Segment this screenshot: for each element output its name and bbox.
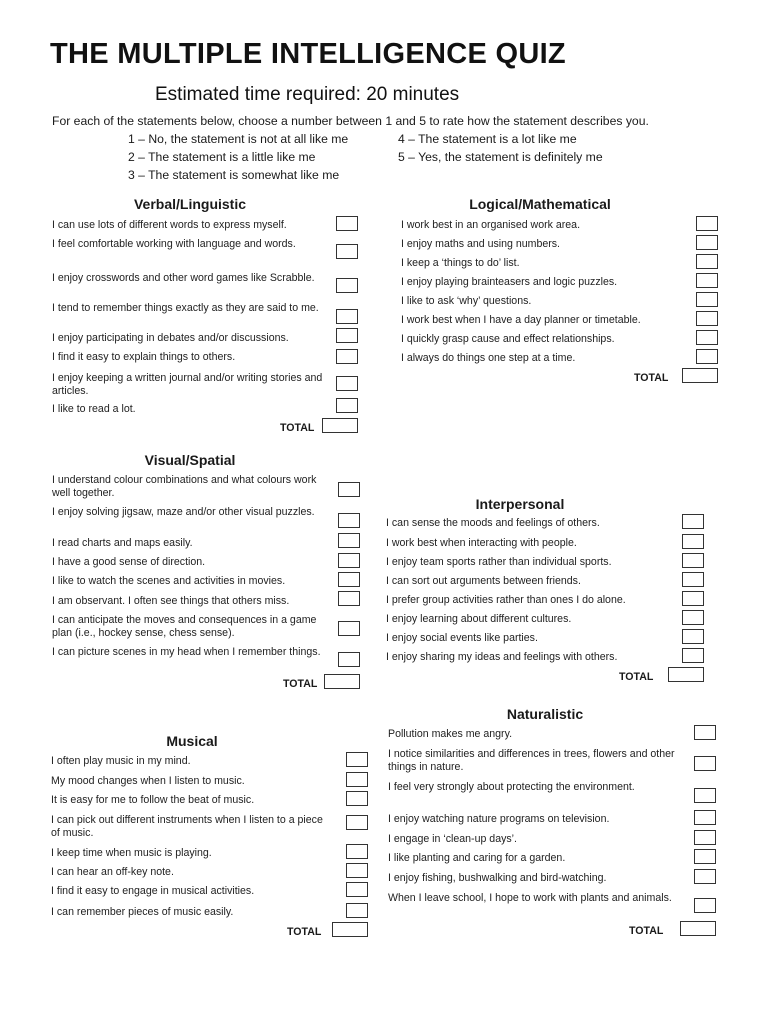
statement: I find it easy to engage in musical activities.	[51, 885, 255, 897]
statement: I always do things one step at a time.	[401, 352, 576, 364]
statement: I feel very strongly about protecting the environment.	[388, 781, 635, 793]
statement: I enjoy participating in debates and/or discussions.	[52, 332, 289, 344]
scale-item: 5 – Yes, the statement is definitely me	[398, 150, 603, 164]
statement: I enjoy watching nature programs on television.	[388, 813, 610, 825]
statement: My mood changes when I listen to music.	[51, 775, 245, 787]
rating-box[interactable]	[338, 553, 360, 568]
section-title: Verbal/Linguistic	[133, 196, 247, 212]
statement: I can remember pieces of music easily.	[51, 906, 234, 918]
section-title: Visual/Spatial	[144, 452, 236, 468]
statement: I find it easy to explain things to others.	[52, 351, 236, 363]
rating-box[interactable]	[346, 844, 368, 859]
rating-box[interactable]	[682, 648, 704, 663]
statement: I engage in ‘clean-up days’.	[388, 833, 517, 845]
rating-box[interactable]	[682, 553, 704, 568]
page-title: THE MULTIPLE INTELLIGENCE QUIZ	[50, 38, 566, 70]
scale-item: 4 – The statement is a lot like me	[398, 132, 577, 146]
rating-box[interactable]	[336, 376, 358, 391]
statement: I enjoy learning about different cultures.	[386, 613, 572, 625]
rating-box[interactable]	[336, 309, 358, 324]
statement: I work best in an organised work area.	[401, 219, 581, 231]
section-title: Naturalistic	[506, 706, 584, 722]
rating-box[interactable]	[336, 216, 358, 231]
rating-box[interactable]	[346, 815, 368, 830]
statement: I like to read a lot.	[52, 403, 136, 415]
total-box[interactable]	[322, 418, 358, 433]
rating-box[interactable]	[336, 244, 358, 259]
rating-box[interactable]	[694, 849, 716, 864]
section-title: Interpersonal	[475, 496, 565, 512]
scale-item: 2 – The statement is a little like me	[128, 150, 316, 164]
rating-box[interactable]	[346, 752, 368, 767]
total-box[interactable]	[332, 922, 368, 937]
rating-box[interactable]	[338, 482, 360, 497]
rating-box[interactable]	[338, 621, 360, 636]
total-label: TOTAL	[629, 925, 664, 937]
statement: I can hear an off-key note.	[51, 866, 174, 878]
statement: I like to ask ‘why’ questions.	[401, 295, 532, 307]
rating-box[interactable]	[696, 273, 718, 288]
rating-box[interactable]	[682, 610, 704, 625]
rating-box[interactable]	[338, 513, 360, 528]
rating-box[interactable]	[682, 572, 704, 587]
statement: I like planting and caring for a garden.	[388, 852, 566, 864]
rating-box[interactable]	[346, 863, 368, 878]
statement: I work best when I have a day planner or timetable.	[401, 314, 641, 326]
statement: I tend to remember things exactly as they are said to me.	[52, 302, 319, 314]
statement: I work best when interacting with people.	[386, 537, 577, 549]
page-subtitle: Estimated time required: 20 minutes	[155, 84, 460, 105]
instructions: For each of the statements below, choose a number between 1 and 5 to rate how the statement describes you.	[52, 114, 649, 128]
total-label: TOTAL	[619, 671, 654, 683]
rating-box[interactable]	[346, 903, 368, 918]
statement: I keep a ‘things to do’ list.	[401, 257, 520, 269]
statement: I notice similarities and differences in trees, flowers and other things in nature.	[388, 748, 675, 773]
rating-box[interactable]	[682, 534, 704, 549]
statement: I can sort out arguments between friends.	[386, 575, 581, 587]
rating-box[interactable]	[696, 349, 718, 364]
statement: I keep time when music is playing.	[51, 847, 212, 859]
statement: I enjoy sharing my ideas and feelings with others.	[386, 651, 618, 663]
statement: I can pick out different instruments when I listen to a piece of music.	[51, 814, 323, 839]
rating-box[interactable]	[682, 514, 704, 529]
statement: I can anticipate the moves and consequences in a game plan (i.e., hockey sense, chess sense).	[52, 614, 317, 639]
rating-box[interactable]	[338, 652, 360, 667]
rating-box[interactable]	[336, 328, 358, 343]
rating-box[interactable]	[694, 869, 716, 884]
statement: I enjoy playing brainteasers and logic puzzles.	[401, 276, 618, 288]
section-title: Musical	[166, 733, 218, 749]
statement: When I leave school, I hope to work with plants and animals.	[388, 892, 672, 904]
scale-item: 3 – The statement is somewhat like me	[128, 168, 340, 182]
statement: I quickly grasp cause and effect relationships.	[401, 333, 615, 345]
rating-box[interactable]	[696, 235, 718, 250]
rating-box[interactable]	[346, 772, 368, 787]
statement: I prefer group activities rather than ones I do alone.	[386, 594, 626, 606]
rating-box[interactable]	[682, 591, 704, 606]
total-box[interactable]	[324, 674, 360, 689]
rating-box[interactable]	[336, 349, 358, 364]
statement: I often play music in my mind.	[51, 755, 191, 767]
statement: I can use lots of different words to express myself.	[52, 219, 287, 231]
rating-box[interactable]	[694, 898, 716, 913]
statement: I enjoy solving jigsaw, maze and/or other visual puzzles.	[52, 506, 315, 518]
total-label: TOTAL	[280, 422, 315, 434]
statement: I enjoy maths and using numbers.	[401, 238, 560, 250]
rating-box[interactable]	[696, 254, 718, 269]
statement: I have a good sense of direction.	[52, 556, 206, 568]
rating-box[interactable]	[694, 756, 716, 771]
statement: I like to watch the scenes and activities in movies.	[52, 575, 286, 587]
statement: I enjoy crosswords and other word games like Scrabble.	[52, 272, 315, 284]
rating-box[interactable]	[346, 791, 368, 806]
statement: I enjoy social events like parties.	[386, 632, 538, 644]
rating-box[interactable]	[338, 572, 360, 587]
rating-box[interactable]	[694, 830, 716, 845]
statement: I am observant. I often see things that others miss.	[52, 595, 290, 607]
total-box[interactable]	[682, 368, 718, 383]
total-box[interactable]	[680, 921, 716, 936]
statement: I feel comfortable working with language and words.	[52, 238, 296, 250]
rating-box[interactable]	[696, 216, 718, 231]
statement: I enjoy fishing, bushwalking and bird-watching.	[388, 872, 607, 884]
total-label: TOTAL	[283, 678, 318, 690]
total-box[interactable]	[668, 667, 704, 682]
rating-box[interactable]	[682, 629, 704, 644]
rating-box[interactable]	[338, 533, 360, 548]
rating-box[interactable]	[336, 278, 358, 293]
statement: It is easy for me to follow the beat of music.	[51, 794, 255, 806]
total-label: TOTAL	[634, 372, 669, 384]
rating-box[interactable]	[696, 330, 718, 345]
section-title: Logical/Mathematical	[469, 196, 611, 212]
statement: I enjoy team sports rather than individual sports.	[386, 556, 612, 568]
statement: I can sense the moods and feelings of others.	[386, 517, 600, 529]
rating-box[interactable]	[338, 591, 360, 606]
rating-box[interactable]	[346, 882, 368, 897]
rating-box[interactable]	[696, 292, 718, 307]
total-label: TOTAL	[287, 926, 322, 938]
rating-box[interactable]	[696, 311, 718, 326]
statement: I understand colour combinations and what colours work well together.	[52, 474, 317, 499]
rating-box[interactable]	[694, 810, 716, 825]
statement: I read charts and maps easily.	[52, 537, 193, 549]
rating-box[interactable]	[336, 398, 358, 413]
statement: I can picture scenes in my head when I remember things.	[52, 646, 321, 658]
rating-box[interactable]	[694, 725, 716, 740]
scale-item: 1 – No, the statement is not at all like me	[128, 132, 349, 146]
rating-box[interactable]	[694, 788, 716, 803]
statement: Pollution makes me angry.	[388, 728, 513, 740]
statement: I enjoy keeping a written journal and/or writing stories and articles.	[52, 372, 323, 397]
